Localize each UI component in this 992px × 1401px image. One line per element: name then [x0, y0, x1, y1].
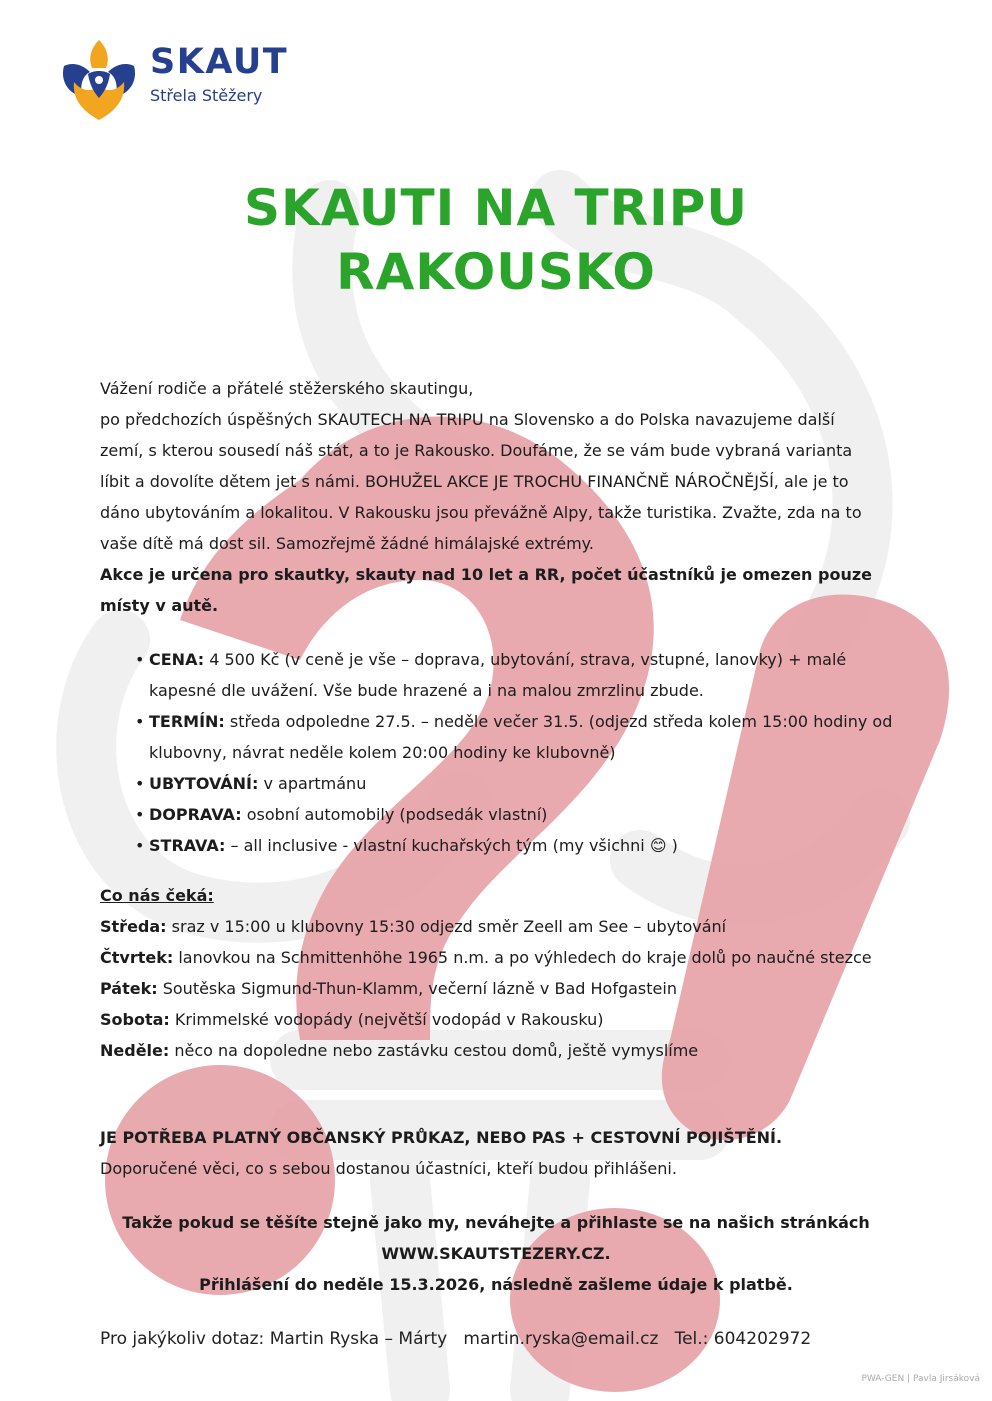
scout-lily-icon	[58, 36, 140, 122]
day-text: lanovkou na Schmittenhöhe 1965 n.m. a po výhledech do kraje dolů po naučné stezce	[173, 948, 872, 967]
cta-website-link[interactable]: WWW.SKAUTSTEZERY.CZ.	[381, 1244, 611, 1263]
requirements-note: Doporučené věci, co s sebou dostanou účastníci, kteří budou přihlášeni.	[100, 1159, 677, 1178]
detail-dates	[138, 706, 898, 768]
schedule-day	[100, 942, 880, 973]
detail-transport	[138, 799, 898, 830]
schedule-day	[100, 1035, 880, 1066]
day-text: Krimmelské vodopády (největší vodopád v Rakousku)	[169, 1010, 604, 1029]
schedule-heading: Co nás čeká:	[100, 886, 214, 905]
intro-target-note: Akce je určena pro skautky, skauty nad 10 let a RR, počet účastníků je omezen pouze místy v autě.	[100, 565, 873, 615]
detail-label: UBYTOVÁNÍ:	[149, 774, 259, 793]
requirements-warning: JE POTŘEBA PLATNÝ OBČANSKÝ PRŮKAZ, NEBO PAS + CESTOVNÍ POJIŠTĚNÍ.	[100, 1128, 783, 1147]
page-title	[0, 176, 992, 304]
day-label: Neděle:	[100, 1041, 170, 1060]
skaut-logo	[58, 36, 298, 122]
detail-food	[138, 830, 898, 861]
day-label: Pátek:	[100, 979, 158, 998]
intro-section	[100, 373, 880, 621]
detail-price	[138, 644, 898, 706]
detail-text: 4 500 Kč (v ceně je vše – doprava, ubytování, strava, vstupné, lanovky) + malé kapesné dle uvážení. Vše bude hrazené a i na malou zmrzlinu zbude.	[149, 650, 847, 700]
day-text: Soutěska Sigmund-Thun-Klamm, večerní lázně v Bad Hofgastein	[157, 979, 677, 998]
schedule-day	[100, 1004, 880, 1035]
detail-label: TERMÍN:	[149, 712, 225, 731]
detail-label: CENA:	[149, 650, 205, 669]
detail-text: v apartmánu	[258, 774, 367, 793]
day-text: něco na dopoledne nebo zastávku cestou domů, ještě vymyslíme	[169, 1041, 699, 1060]
credit-footer: PWA-GEN | Pavla Jirsáková	[861, 1374, 980, 1384]
schedule-day	[100, 973, 880, 1004]
day-label: Sobota:	[100, 1010, 170, 1029]
title-line-2: RAKOUSKO	[336, 243, 656, 301]
requirements-section	[100, 1122, 880, 1184]
intro-body: po předchozích úspěšných SKAUTECH NA TRIPU na Slovensko a do Polska navazujeme další zemí, s kterou sousedí náš stát, a to je Rakousko. Doufáme, že se vám bude vybraná varianta líbit a dovolíte dětem jet s námi. BOHUŽEL AKCE JE TROCHU FINANČNĚ NÁROČNĚJŠÍ, ale je to dáno ubytováním a lokalitou. V Rakousku jsou převážně Alpy, takže turistika. Zvažte, zda na to vaše dítě má dost sil. Samozřejmě žádné himálajské extrémy.	[100, 410, 862, 553]
day-text: sraz v 15:00 u klubovny 15:30 odjezd směr Zeell am See – ubytování	[166, 917, 727, 936]
intro-greeting: Vážení rodiče a přátelé stěžerského skautingu,	[100, 379, 474, 398]
detail-text: osobní automobily (podsedák vlastní)	[241, 805, 548, 824]
title-line-1: SKAUTI NA TRIPU	[243, 179, 749, 237]
detail-accommodation	[138, 768, 898, 799]
logo-subtitle: Střela Stěžery	[150, 86, 263, 105]
schedule-section	[100, 880, 880, 1066]
detail-label: DOPRAVA:	[149, 805, 242, 824]
detail-text: středa odpoledne 27.5. – neděle večer 31.5. (odjezd středa kolem 15:00 hodiny od klubovny, návrat neděle kolem 20:00 hodiny ke klubovně)	[149, 712, 893, 762]
detail-label: STRAVA:	[149, 836, 226, 855]
call-to-action	[100, 1207, 892, 1300]
logo-brand: SKAUT	[150, 42, 289, 82]
cta-text: Takže pokud se těšíte stejně jako my, neváhejte a přihlaste se na našich stránkách	[122, 1213, 870, 1232]
trip-details-list	[138, 644, 898, 861]
contact-line: Pro jakýkoliv dotaz: Martin Ryska – Márty martin.ryska@email.cz Tel.: 604202972	[100, 1329, 812, 1349]
day-label: Čtvrtek:	[100, 948, 174, 967]
cta-deadline: Přihlášení do neděle 15.3.2026, následně zašleme údaje k platbě.	[199, 1275, 793, 1294]
schedule-day	[100, 911, 880, 942]
detail-text: – all inclusive - vlastní kuchařských tým (my všichni 😊 )	[225, 836, 678, 855]
day-label: Středa:	[100, 917, 167, 936]
